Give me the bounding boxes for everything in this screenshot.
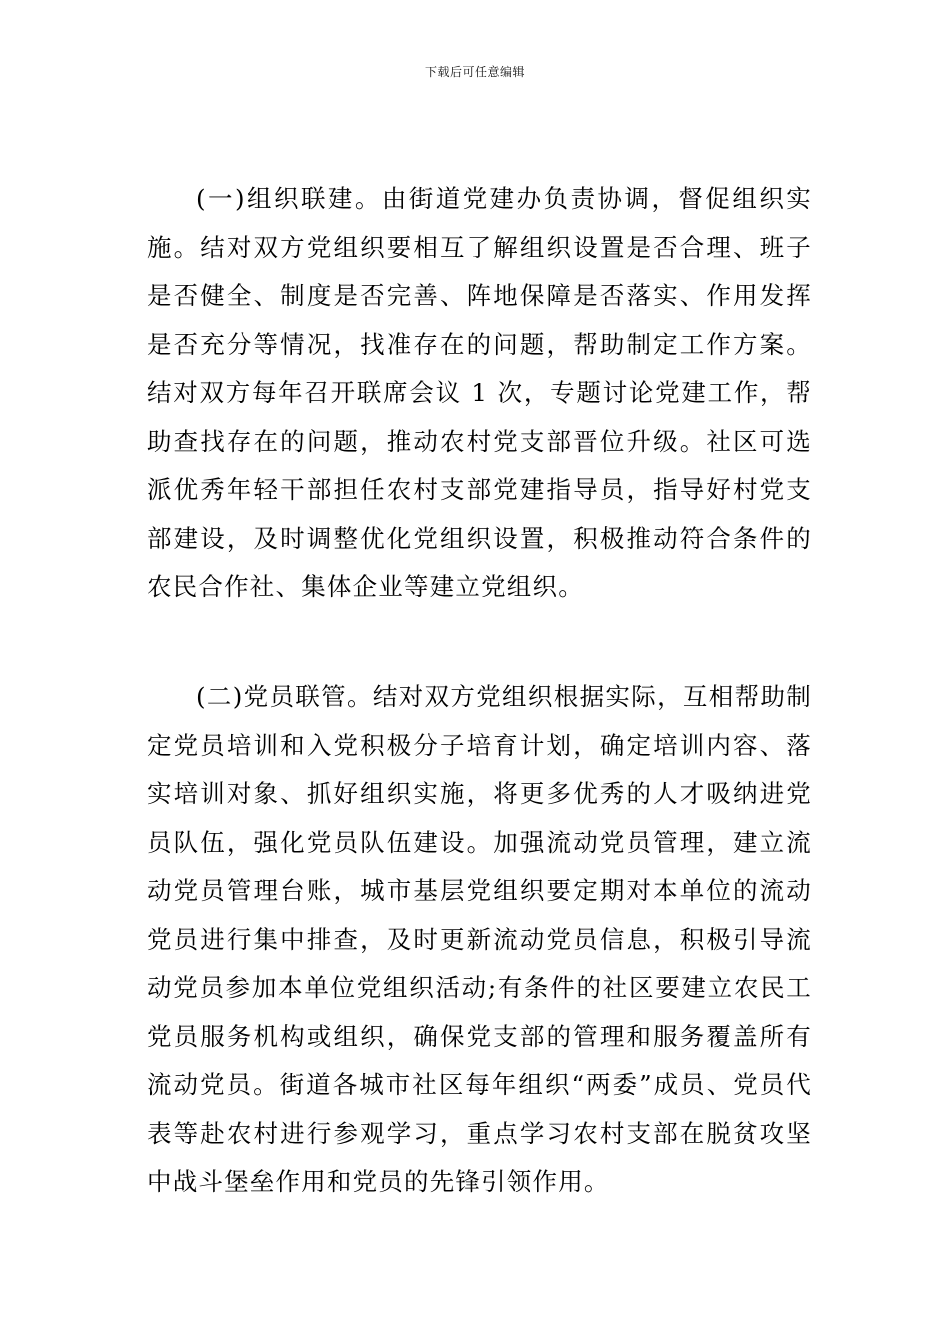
paragraph-organization: (一)组织联建。由街道党建办负责协调，督促组织实施。结对双方党组织要相互了解组织设置是否合理、班子是否健全、制度是否完善、阵地保障是否落实、作用发挥是否充分等情况，找准存在的问题，帮助制定工作方案。结对双方每年召开联席会议 1 次，专题讨论党建工作，帮助查找存在的问题，推动农村党支部晋位升级。社区可选派优秀年轻干部担任农村支部党建指导员，指导好村党支部建设，及时调整优化党组织设置，积极推动符合条件的农民合作社、集体企业等建立党组织。	[147, 184, 812, 601]
paragraph-party-members: (二)党员联管。结对双方党组织根据实际，互相帮助制定党员培训和入党积极分子培育计划，确定培训内容、落实培训对象、抓好组织实施，将更多优秀的人才吸纳进党员队伍，强化党员队伍建设。加强流动党员管理，建立流动党员管理台账，城市基层党组织要定期对本单位的流动党员进行集中排查，及时更新流动党员信息，积极引导流动党员参加本单位党组织活动;有条件的社区要建立农民工党员服务机构或组织，确保党支部的管理和服务覆盖所有流动党员。街道各城市社区每年组织“两委”成员、党员代表等赴农村进行参观学习，重点学习农村支部在脱贫攻坚中战斗堡垒作用和党员的先锋引领作用。	[147, 682, 812, 1196]
page-header: 下载后可任意编辑	[424, 65, 525, 79]
